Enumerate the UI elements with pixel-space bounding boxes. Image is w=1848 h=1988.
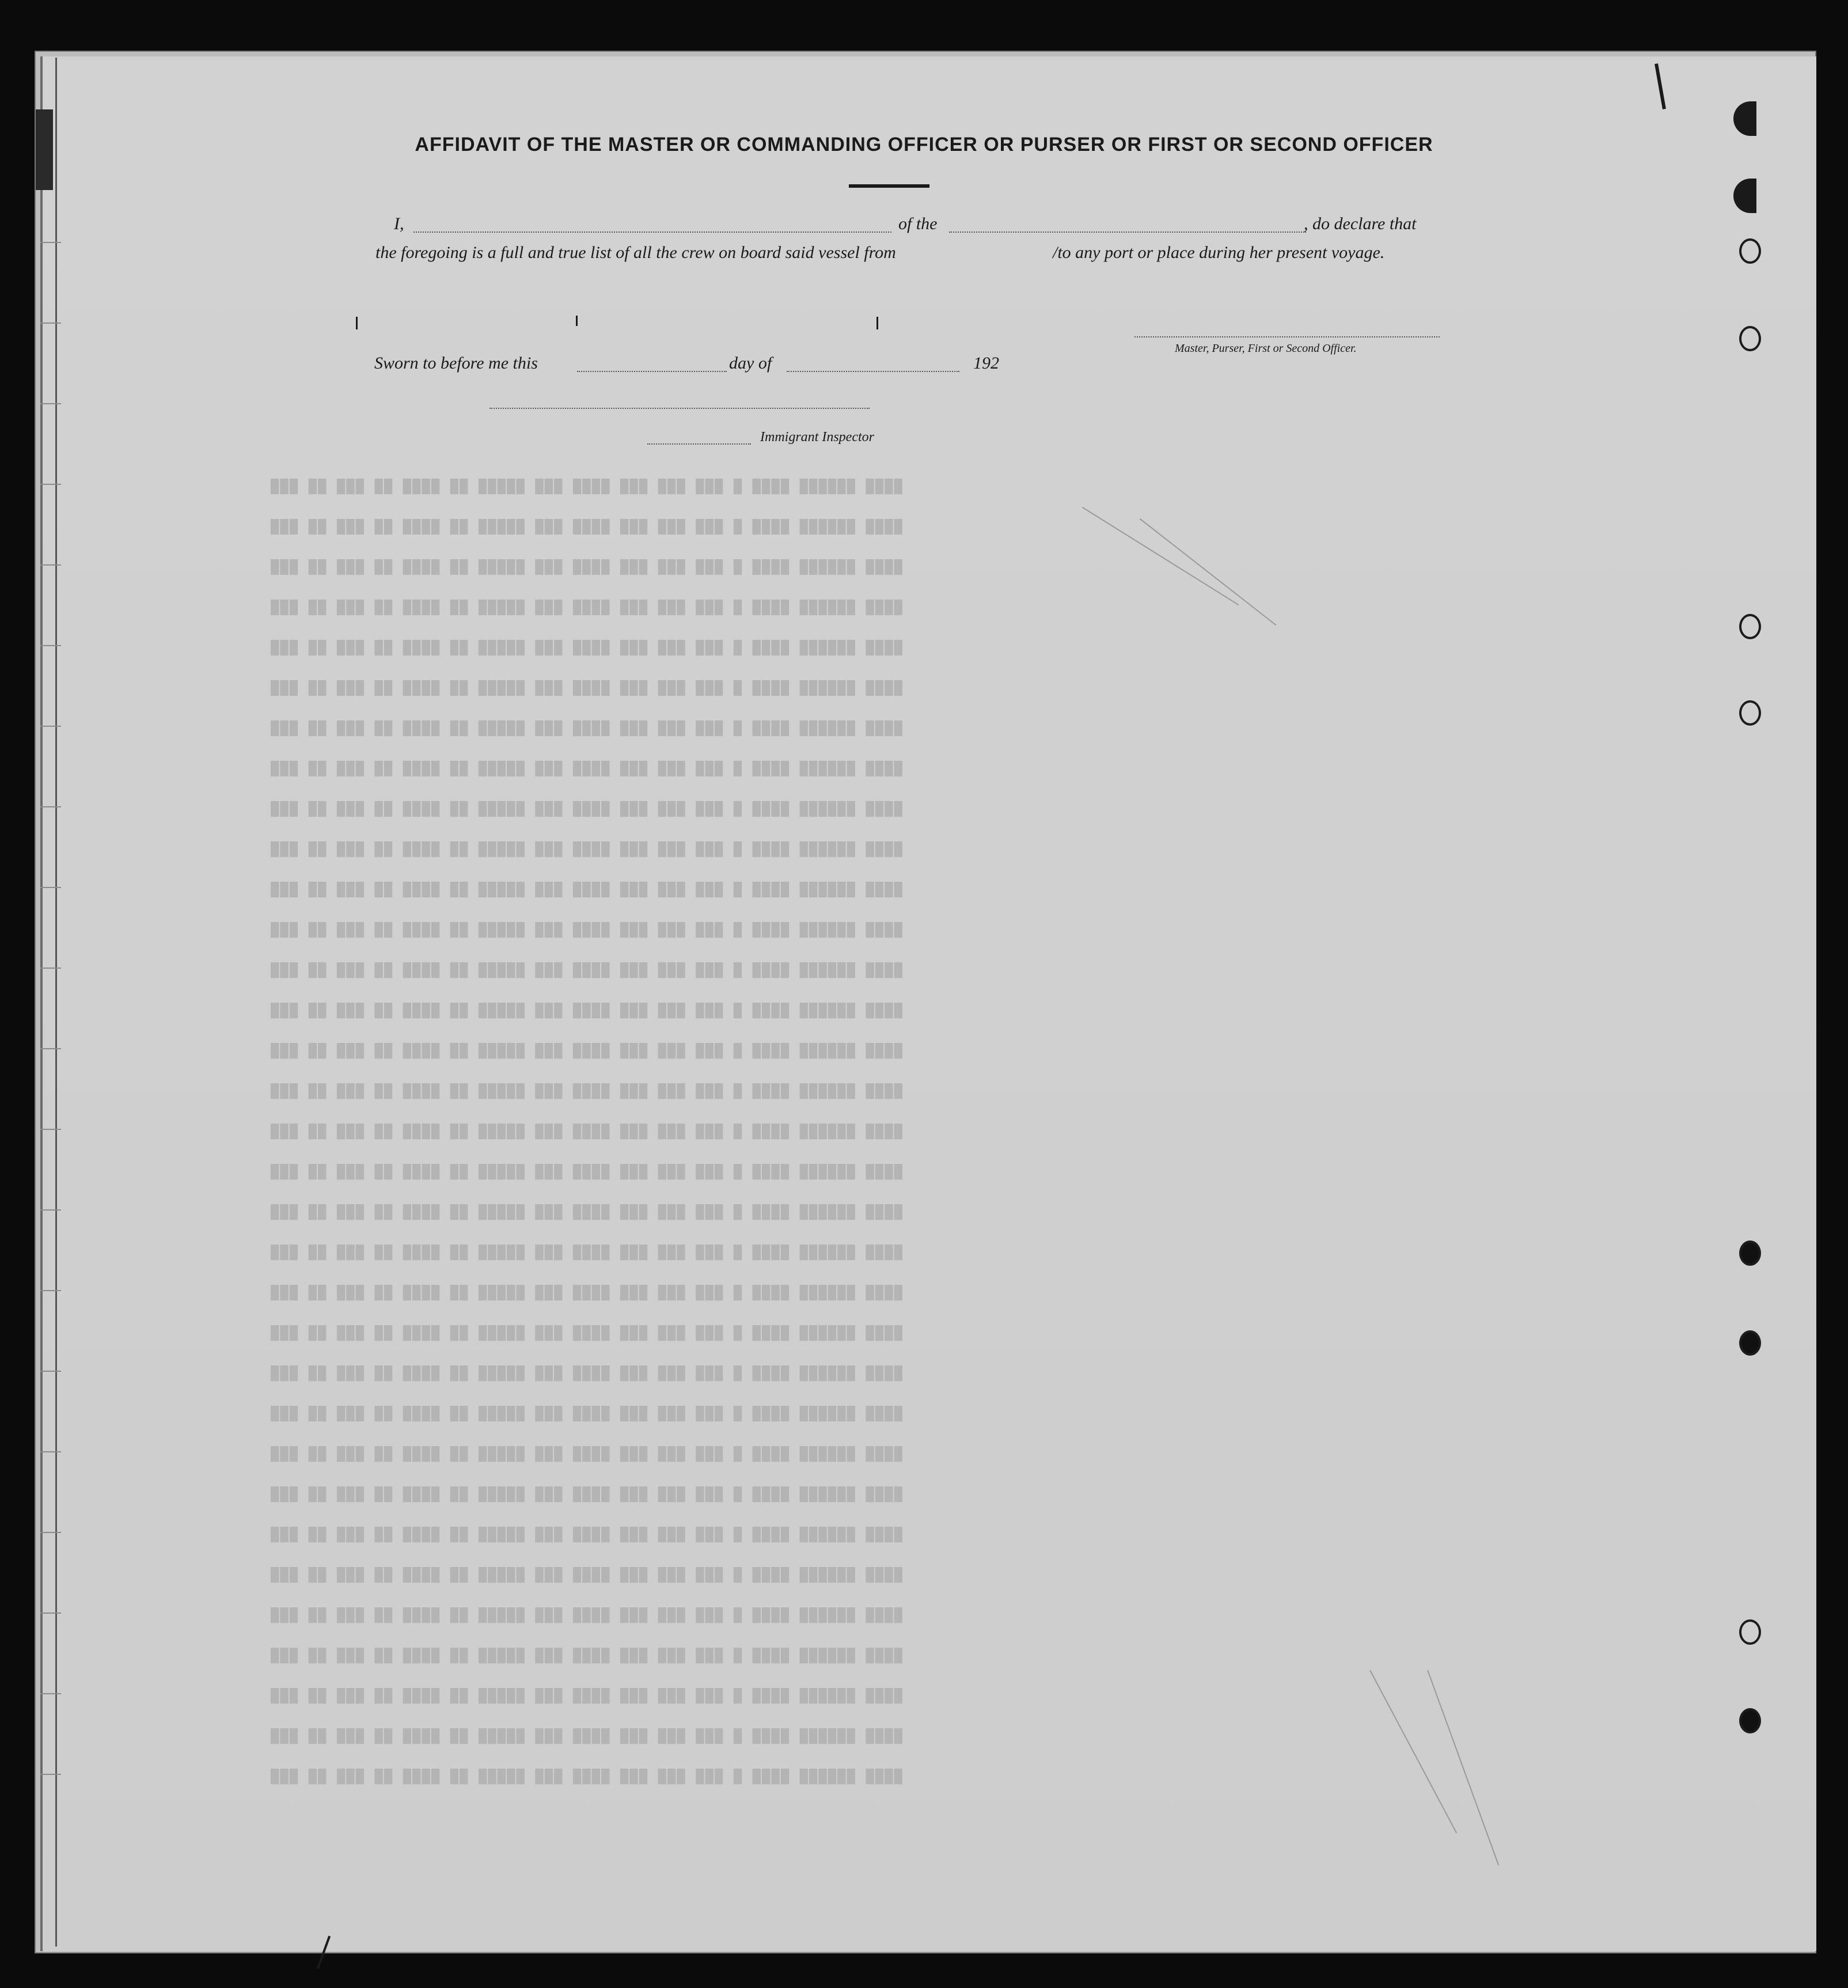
bleed-row: ███ ██ ███ ██ ████ ██ █████ ███ ████ ███ ███ ███ █ ████ ██████ ████	[271, 842, 904, 858]
margin-rule	[40, 242, 61, 243]
bleed-row: ███ ██ ███ ██ ████ ██ █████ ███ ████ ███ ███ ███ █ ████ ██████ ████	[271, 882, 904, 898]
year-prefix: 192	[973, 354, 999, 373]
margin-rule	[40, 1209, 61, 1211]
of-the-label: of the	[898, 214, 938, 233]
bleed-row: ███ ██ ███ ██ ████ ██ █████ ███ ████ ███ ███ ███ █ ████ ██████ ████	[271, 1406, 904, 1422]
bleed-row: ███ ██ ███ ██ ████ ██ █████ ███ ████ ███ ███ ███ █ ████ ██████ ████	[271, 1124, 904, 1140]
bleed-row: ███ ██ ███ ██ ████ ██ █████ ███ ████ ███ ███ ███ █ ████ ██████ ████	[271, 1689, 904, 1704]
punch-hole	[1739, 1240, 1761, 1266]
margin-rule	[40, 887, 61, 888]
declarant-name-blank	[413, 232, 891, 233]
margin-rule	[40, 806, 61, 807]
vessel-name-blank	[949, 232, 1306, 233]
margin-rule	[40, 323, 61, 324]
margin-rule	[40, 1613, 61, 1614]
bleed-row: ███ ██ ███ ██ ████ ██ █████ ███ ████ ███ ███ ███ █ ████ ██████ ████	[271, 1084, 904, 1099]
bleed-row: ███ ██ ███ ██ ████ ██ █████ ███ ████ ███ ███ ███ █ ████ ██████ ████	[271, 479, 904, 495]
margin-rule	[40, 645, 61, 646]
margin-rule	[40, 484, 61, 485]
punch-hole	[1739, 1330, 1761, 1356]
inspector-label: Immigrant Inspector	[760, 430, 874, 445]
declaration-text-end: /to any port or place during her present voyage.	[1053, 243, 1385, 262]
margin-rule	[40, 726, 61, 727]
punch-hole	[1739, 238, 1761, 264]
bleed-row: ███ ██ ███ ██ ████ ██ █████ ███ ████ ███ ███ ███ █ ████ ██████ ████	[271, 519, 904, 535]
bleed-row: ███ ██ ███ ██ ████ ██ █████ ███ ████ ███ ███ ███ █ ████ ██████ ████	[271, 1648, 904, 1664]
day-of-label: day of	[729, 354, 772, 373]
bleed-row: ███ ██ ███ ██ ████ ██ █████ ███ ████ ███ ███ ███ █ ████ ██████ ████	[271, 761, 904, 777]
inspector-signature-line	[647, 443, 751, 445]
margin-rule	[40, 564, 61, 566]
bleed-row: ███ ██ ███ ██ ████ ██ █████ ███ ████ ███ ███ ███ █ ████ ██████ ████	[271, 1447, 904, 1462]
bleed-row: ███ ██ ███ ██ ████ ██ █████ ███ ████ ███ ███ ███ █ ████ ██████ ████	[271, 1366, 904, 1382]
bleed-row: ███ ██ ███ ██ ████ ██ █████ ███ ████ ███ ███ ███ █ ████ ██████ ████	[271, 1326, 904, 1341]
margin-rule	[40, 968, 61, 969]
bleed-row: ███ ██ ███ ██ ████ ██ █████ ███ ████ ███ ███ ███ █ ████ ██████ ████	[271, 600, 904, 616]
declaration-text: the foregoing is a full and true list of all the crew on board said vessel from	[375, 243, 896, 262]
torn-edge	[36, 109, 53, 190]
sworn-day-blank	[577, 371, 727, 372]
bleed-row: ███ ██ ███ ██ ████ ██ █████ ███ ████ ███ ███ ███ █ ████ ██████ ████	[271, 640, 904, 656]
bleed-row: ███ ██ ███ ██ ████ ██ █████ ███ ████ ███ ███ ███ █ ████ ██████ ████	[271, 681, 904, 696]
heading-underline	[849, 184, 929, 188]
punch-hole	[1739, 700, 1761, 726]
tick-mark	[356, 317, 358, 329]
margin-rule	[40, 1129, 61, 1130]
affidavit-heading: AFFIDAVIT OF THE MASTER OR COMMANDING OFFICER OR PURSER OR FIRST OR SECOND OFFICER	[415, 134, 1433, 155]
inspector-top-line	[489, 408, 870, 409]
bleed-row: ███ ██ ███ ██ ████ ██ █████ ███ ████ ███ ███ ███ █ ████ ██████ ████	[271, 1205, 904, 1220]
margin-rule	[40, 1048, 61, 1049]
punch-hole	[1739, 614, 1761, 639]
margin-rule	[40, 1371, 61, 1372]
punch-hole	[1739, 1619, 1761, 1645]
bleed-row: ███ ██ ███ ██ ████ ██ █████ ███ ████ ███ ███ ███ █ ████ ██████ ████	[271, 1608, 904, 1623]
margin-rule	[40, 1774, 61, 1775]
tick-mark	[876, 317, 878, 329]
punch-hole	[1739, 326, 1761, 351]
sworn-label: Sworn to before me this	[374, 354, 538, 373]
declare-label: , do declare that	[1304, 214, 1417, 233]
bleed-row: ███ ██ ███ ██ ████ ██ █████ ███ ████ ███ ███ ███ █ ████ ██████ ████	[271, 1729, 904, 1744]
bleed-row: ███ ██ ███ ██ ████ ██ █████ ███ ████ ███ ███ ███ █ ████ ██████ ████	[271, 1769, 904, 1785]
bleed-row: ███ ██ ███ ██ ████ ██ █████ ███ ████ ███ ███ ███ █ ████ ██████ ████	[271, 721, 904, 737]
declarant-prefix: I,	[394, 214, 404, 233]
bleed-row: ███ ██ ███ ██ ████ ██ █████ ███ ████ ███ ███ ███ █ ████ ██████ ████	[271, 1527, 904, 1543]
officer-signature-line	[1134, 336, 1440, 337]
bleed-row: ███ ██ ███ ██ ████ ██ █████ ███ ████ ███ ███ ███ █ ████ ██████ ████	[271, 963, 904, 978]
bleed-row: ███ ██ ███ ██ ████ ██ █████ ███ ████ ███ ███ ███ █ ████ ██████ ████	[271, 1245, 904, 1261]
margin-rule	[40, 403, 61, 404]
bleed-row: ███ ██ ███ ██ ████ ██ █████ ███ ████ ███ ███ ███ █ ████ ██████ ████	[271, 560, 904, 575]
margin-rule	[40, 1693, 61, 1694]
bleed-row: ███ ██ ███ ██ ████ ██ █████ ███ ████ ███ ███ ███ █ ████ ██████ ████	[271, 1164, 904, 1180]
bleed-row: ███ ██ ███ ██ ████ ██ █████ ███ ████ ███ ███ ███ █ ████ ██████ ████	[271, 1487, 904, 1503]
bleed-row: ███ ██ ███ ██ ████ ██ █████ ███ ████ ███ ███ ███ █ ████ ██████ ████	[271, 802, 904, 817]
bleed-row: ███ ██ ███ ██ ████ ██ █████ ███ ████ ███ ███ ███ █ ████ ██████ ████	[271, 1044, 904, 1059]
bleed-row: ███ ██ ███ ██ ████ ██ █████ ███ ████ ███ ███ ███ █ ████ ██████ ████	[271, 923, 904, 938]
sworn-month-blank	[787, 371, 959, 372]
bleed-row: ███ ██ ███ ██ ████ ██ █████ ███ ████ ███ ███ ███ █ ████ ██████ ████	[271, 1285, 904, 1301]
margin-rule	[40, 1290, 61, 1291]
margin-rule	[40, 1532, 61, 1533]
bleed-row: ███ ██ ███ ██ ████ ██ █████ ███ ████ ███ ███ ███ █ ████ ██████ ████	[271, 1003, 904, 1019]
bleed-row: ███ ██ ███ ██ ████ ██ █████ ███ ████ ███ ███ ███ █ ████ ██████ ████	[271, 1568, 904, 1583]
officer-signature-label: Master, Purser, First or Second Officer.	[1175, 342, 1357, 355]
margin-rule	[40, 1451, 61, 1452]
tick-mark	[576, 316, 578, 326]
sheet-edge	[55, 58, 57, 1947]
punch-hole	[1739, 1708, 1761, 1733]
